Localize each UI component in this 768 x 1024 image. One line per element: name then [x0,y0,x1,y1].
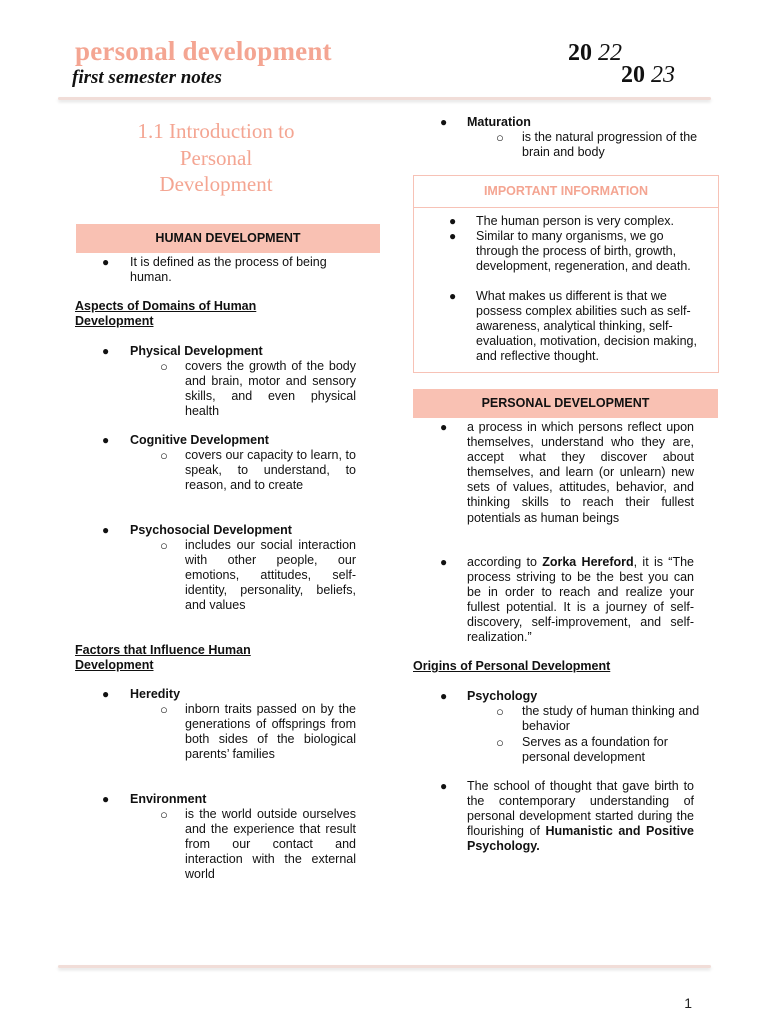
psychology-sub-item: the study of human thinking and behavior [522,704,700,734]
cognitive-development-desc: covers our capacity to learn, to speak, to understand, to reason, and to create [185,448,356,493]
circle-bullet-icon: ○ [496,735,504,750]
origins-heading: Origins of Personal Development [413,659,611,673]
psychology-sub-item: Serves as a foundation for personal development [522,735,668,765]
heredity-title: Heredity [130,687,181,701]
school-text: The school of thought that gave birth to the contemporary understanding of personal development started during the flourishing of [467,779,694,839]
aspects-heading [75,299,335,329]
psychosocial-development-title: Psychosocial Development [130,523,292,537]
circle-bullet-icon: ○ [496,130,504,145]
important-item: Similar to many organisms, we go through the process of birth, growth, development, regeneration, and death. [476,229,691,274]
bullet-icon: ● [102,255,110,269]
bullet-icon: ● [440,689,448,703]
school-of-thought-text [467,779,694,854]
bullet-icon: ● [440,115,448,129]
circle-bullet-icon: ○ [160,448,168,463]
bullet-icon: ● [449,214,457,228]
environment-desc: is the world outside ourselves and the experience that result from our contact and interaction with the external world [185,807,356,882]
circle-bullet-icon: ○ [496,704,504,719]
bullet-icon: ● [449,229,457,243]
section-title [92,118,340,198]
page-number: 1 [684,995,692,1011]
year-suffix: 23 [651,62,675,88]
school-bold-text: Humanistic and Positive Psychology. [467,824,694,854]
bullet-icon: ● [449,289,457,303]
psychosocial-development-desc: includes our social interaction with other people, our emotions, attitudes, self-identity, personality, beliefs, and values [185,538,356,613]
document-subtitle: first semester notes [72,67,222,88]
quote-intro: according to [467,555,543,569]
psychology-title: Psychology [467,689,538,703]
important-information-heading: IMPORTANT INFORMATION [414,176,718,208]
bullet-icon: ● [102,523,110,537]
heading-line: Factors that Influence Human [75,643,251,657]
school-year-start [568,40,622,67]
bullet-icon: ● [440,779,448,793]
section-title-line: Personal [179,145,253,170]
human-development-definition: It is defined as the process of being human. [130,255,327,285]
bullet-icon: ● [440,555,448,569]
bullet-icon: ● [102,687,110,701]
maturation-title: Maturation [467,115,531,129]
school-year-end [621,62,675,89]
heading-line: Aspects of Domains of Human [75,299,257,313]
footer-divider [58,965,711,968]
personal-development-definition: a process in which persons reflect upon themselves, understand who they are, accept what they discover about themselves, and learn (or unlearn) new sets of values, attitudes, behavior, and thinking skills to reach their fullest potentials as human beings [467,420,694,525]
bullet-icon: ● [440,420,448,434]
heredity-desc: inborn traits passed on by the generations of offsprings from both sides of the biological parents’ families [185,702,356,762]
important-item: What makes us different is that we possess complex abilities such as self-awareness, analytical thinking, self-evaluation, motivation, decision making, and reflective thought. [476,289,697,364]
important-item: The human person is very complex. [476,214,675,228]
circle-bullet-icon: ○ [160,702,168,717]
human-development-heading: HUMAN DEVELOPMENT [76,224,380,253]
bullet-icon: ● [102,433,110,447]
circle-bullet-icon: ○ [160,538,168,553]
cognitive-development-title: Cognitive Development [130,433,269,447]
factors-heading [75,643,335,673]
heading-line: Development [75,314,154,329]
document-title: personal development [75,36,332,66]
zorka-hereford-quote [467,555,694,646]
section-title-line: Development [159,172,273,196]
physical-development-title: Physical Development [130,344,263,358]
year-suffix: 22 [598,40,622,66]
heading-line: Development [75,658,154,673]
year-prefix: 20 [621,62,645,88]
circle-bullet-icon: ○ [160,359,168,374]
quote-text: , it is “The process striving to be the best you can be in order to reach and realize your fullest potential. It is a journey of self-discovery, self-improvement, and self-realization.” [467,555,694,645]
maturation-desc: is the natural progression of the brain and body [522,130,698,160]
physical-development-desc: covers the growth of the body and brain, motor and sensory skills, and even physical health [185,359,356,419]
header-divider [58,97,711,100]
bullet-icon: ● [102,344,110,358]
section-title-line: 1.1 Introduction to [137,119,295,143]
year-prefix: 20 [568,40,592,66]
quote-author: Zorka Hereford [542,555,634,569]
personal-development-heading: PERSONAL DEVELOPMENT [413,389,718,418]
bullet-icon: ● [102,792,110,806]
environment-title: Environment [130,792,207,806]
circle-bullet-icon: ○ [160,807,168,822]
